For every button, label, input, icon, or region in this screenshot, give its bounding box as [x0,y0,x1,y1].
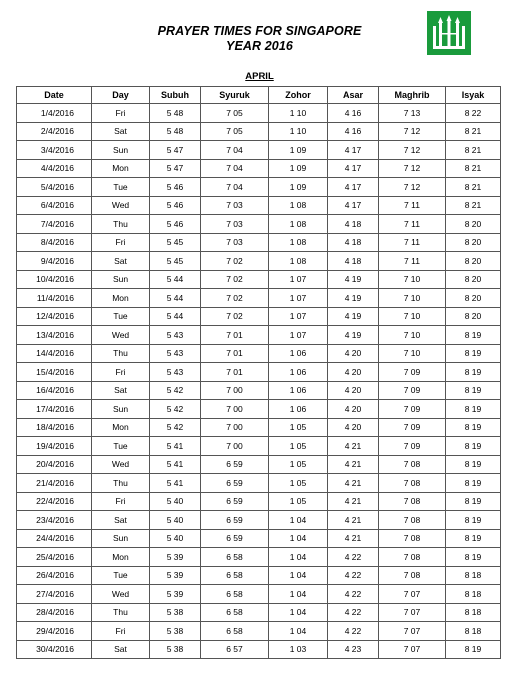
cell-asar: 4 22 [328,566,379,585]
cell-isyak: 8 19 [446,326,501,345]
cell-syuruk: 7 00 [201,418,269,437]
cell-isyak: 8 19 [446,381,501,400]
cell-syuruk: 6 59 [201,492,269,511]
cell-asar: 4 16 [328,122,379,141]
table-row [17,622,501,641]
cell-subuh: 5 38 [150,622,201,641]
cell-subuh: 5 45 [150,233,201,252]
cell-syuruk: 7 04 [201,159,269,178]
cell-day: Sat [92,252,150,271]
cell-subuh: 5 47 [150,159,201,178]
cell-asar: 4 18 [328,252,379,271]
cell-zohor: 1 05 [269,455,328,474]
cell-date: 8/4/2016 [17,233,92,252]
table-row [17,104,501,123]
table-row [17,474,501,493]
cell-subuh: 5 42 [150,381,201,400]
column-header-date: Date [17,87,92,104]
cell-subuh: 5 46 [150,196,201,215]
table-row [17,492,501,511]
cell-isyak: 8 20 [446,270,501,289]
column-header-isyak: Isyak [446,87,501,104]
cell-asar: 4 22 [328,603,379,622]
cell-day: Mon [92,548,150,567]
cell-day: Fri [92,363,150,382]
cell-isyak: 8 19 [446,455,501,474]
cell-isyak: 8 19 [446,400,501,419]
table-row [17,381,501,400]
cell-zohor: 1 05 [269,418,328,437]
cell-date: 1/4/2016 [17,104,92,123]
table-row [17,196,501,215]
cell-syuruk: 7 03 [201,196,269,215]
cell-zohor: 1 10 [269,122,328,141]
muis-logo-icon [427,11,471,55]
cell-isyak: 8 20 [446,252,501,271]
cell-syuruk: 7 05 [201,104,269,123]
cell-isyak: 8 19 [446,492,501,511]
cell-asar: 4 17 [328,196,379,215]
cell-isyak: 8 19 [446,474,501,493]
cell-maghrib: 7 08 [379,529,446,548]
cell-asar: 4 17 [328,159,379,178]
cell-isyak: 8 18 [446,603,501,622]
cell-maghrib: 7 09 [379,381,446,400]
cell-asar: 4 21 [328,511,379,530]
cell-day: Wed [92,455,150,474]
cell-syuruk: 7 01 [201,326,269,345]
cell-isyak: 8 19 [446,511,501,530]
cell-day: Sat [92,640,150,659]
cell-subuh: 5 41 [150,437,201,456]
cell-subuh: 5 42 [150,400,201,419]
table-row [17,548,501,567]
table-row [17,363,501,382]
cell-isyak: 8 18 [446,566,501,585]
cell-maghrib: 7 09 [379,400,446,419]
cell-zohor: 1 09 [269,178,328,197]
cell-asar: 4 22 [328,585,379,604]
table-row [17,141,501,160]
cell-date: 10/4/2016 [17,270,92,289]
cell-syuruk: 6 58 [201,585,269,604]
cell-maghrib: 7 09 [379,418,446,437]
cell-syuruk: 7 04 [201,141,269,160]
cell-maghrib: 7 07 [379,585,446,604]
cell-asar: 4 19 [328,289,379,308]
cell-day: Wed [92,585,150,604]
cell-zohor: 1 08 [269,215,328,234]
cell-subuh: 5 45 [150,252,201,271]
cell-zohor: 1 04 [269,511,328,530]
cell-asar: 4 17 [328,141,379,160]
cell-asar: 4 18 [328,215,379,234]
cell-isyak: 8 19 [446,640,501,659]
cell-zohor: 1 09 [269,141,328,160]
cell-date: 7/4/2016 [17,215,92,234]
cell-syuruk: 7 03 [201,233,269,252]
cell-subuh: 5 46 [150,215,201,234]
table-row [17,178,501,197]
cell-day: Wed [92,326,150,345]
cell-zohor: 1 10 [269,104,328,123]
cell-day: Sun [92,270,150,289]
cell-syuruk: 6 58 [201,603,269,622]
cell-isyak: 8 21 [446,159,501,178]
cell-isyak: 8 21 [446,196,501,215]
cell-date: 15/4/2016 [17,363,92,382]
cell-day: Tue [92,178,150,197]
cell-day: Fri [92,622,150,641]
column-header-syuruk: Syuruk [201,87,269,104]
cell-maghrib: 7 12 [379,159,446,178]
column-header-subuh: Subuh [150,87,201,104]
cell-day: Tue [92,307,150,326]
table-row [17,122,501,141]
cell-maghrib: 7 09 [379,363,446,382]
table-row [17,529,501,548]
cell-day: Tue [92,566,150,585]
cell-subuh: 5 48 [150,104,201,123]
cell-date: 2/4/2016 [17,122,92,141]
cell-syuruk: 6 58 [201,548,269,567]
cell-zohor: 1 08 [269,233,328,252]
cell-date: 4/4/2016 [17,159,92,178]
cell-day: Mon [92,289,150,308]
cell-zohor: 1 06 [269,344,328,363]
cell-maghrib: 7 11 [379,252,446,271]
cell-maghrib: 7 07 [379,640,446,659]
cell-asar: 4 22 [328,622,379,641]
cell-maghrib: 7 10 [379,307,446,326]
cell-isyak: 8 20 [446,307,501,326]
table-row [17,233,501,252]
cell-asar: 4 20 [328,344,379,363]
cell-zohor: 1 06 [269,400,328,419]
cell-subuh: 5 40 [150,529,201,548]
month-label: APRIL [245,71,274,82]
cell-isyak: 8 20 [446,233,501,252]
cell-date: 13/4/2016 [17,326,92,345]
table-row [17,159,501,178]
cell-maghrib: 7 07 [379,603,446,622]
cell-zohor: 1 07 [269,270,328,289]
cell-maghrib: 7 07 [379,622,446,641]
cell-zohor: 1 04 [269,585,328,604]
cell-day: Sun [92,529,150,548]
cell-isyak: 8 19 [446,437,501,456]
document-subtitle-year: YEAR 2016 [226,39,293,53]
table-row [17,326,501,345]
cell-asar: 4 21 [328,529,379,548]
cell-maghrib: 7 09 [379,437,446,456]
cell-syuruk: 6 57 [201,640,269,659]
cell-isyak: 8 21 [446,178,501,197]
month-heading [0,71,519,82]
cell-day: Mon [92,418,150,437]
cell-day: Sat [92,381,150,400]
cell-isyak: 8 21 [446,122,501,141]
table-row [17,455,501,474]
cell-subuh: 5 39 [150,585,201,604]
cell-zohor: 1 05 [269,474,328,493]
cell-day: Thu [92,215,150,234]
cell-date: 17/4/2016 [17,400,92,419]
cell-maghrib: 7 08 [379,492,446,511]
cell-date: 26/4/2016 [17,566,92,585]
cell-maghrib: 7 08 [379,566,446,585]
cell-asar: 4 23 [328,640,379,659]
cell-date: 23/4/2016 [17,511,92,530]
document-title: PRAYER TIMES FOR SINGAPORE [157,24,362,38]
cell-syuruk: 6 58 [201,622,269,641]
cell-asar: 4 19 [328,270,379,289]
cell-subuh: 5 39 [150,548,201,567]
cell-syuruk: 6 59 [201,529,269,548]
cell-zohor: 1 06 [269,381,328,400]
table-row [17,400,501,419]
cell-date: 20/4/2016 [17,455,92,474]
cell-isyak: 8 19 [446,548,501,567]
cell-asar: 4 20 [328,381,379,400]
cell-asar: 4 21 [328,492,379,511]
cell-date: 18/4/2016 [17,418,92,437]
cell-asar: 4 17 [328,178,379,197]
table-row [17,307,501,326]
table-row [17,585,501,604]
cell-isyak: 8 18 [446,622,501,641]
cell-day: Thu [92,603,150,622]
cell-syuruk: 7 01 [201,344,269,363]
cell-day: Tue [92,437,150,456]
cell-zohor: 1 08 [269,196,328,215]
cell-syuruk: 7 05 [201,122,269,141]
column-header-zohor: Zohor [269,87,328,104]
cell-date: 27/4/2016 [17,585,92,604]
cell-maghrib: 7 10 [379,270,446,289]
cell-subuh: 5 41 [150,474,201,493]
cell-subuh: 5 44 [150,270,201,289]
cell-asar: 4 16 [328,104,379,123]
cell-maghrib: 7 11 [379,196,446,215]
cell-zohor: 1 04 [269,548,328,567]
cell-date: 5/4/2016 [17,178,92,197]
cell-day: Wed [92,196,150,215]
cell-isyak: 8 21 [446,141,501,160]
cell-day: Fri [92,492,150,511]
table-body [17,104,501,659]
cell-isyak: 8 20 [446,289,501,308]
cell-isyak: 8 18 [446,585,501,604]
cell-syuruk: 7 00 [201,400,269,419]
cell-subuh: 5 48 [150,122,201,141]
cell-date: 30/4/2016 [17,640,92,659]
table-row [17,511,501,530]
cell-zohor: 1 04 [269,622,328,641]
table-row [17,289,501,308]
cell-maghrib: 7 10 [379,344,446,363]
cell-syuruk: 7 04 [201,178,269,197]
cell-date: 11/4/2016 [17,289,92,308]
cell-day: Mon [92,159,150,178]
cell-asar: 4 19 [328,326,379,345]
cell-syuruk: 6 58 [201,566,269,585]
cell-maghrib: 7 10 [379,326,446,345]
table-row [17,252,501,271]
cell-date: 6/4/2016 [17,196,92,215]
cell-date: 22/4/2016 [17,492,92,511]
cell-zohor: 1 05 [269,492,328,511]
cell-syuruk: 7 01 [201,363,269,382]
cell-day: Sun [92,141,150,160]
cell-asar: 4 22 [328,548,379,567]
cell-day: Sat [92,511,150,530]
cell-zohor: 1 07 [269,326,328,345]
cell-syuruk: 7 02 [201,270,269,289]
cell-subuh: 5 43 [150,344,201,363]
cell-maghrib: 7 08 [379,548,446,567]
cell-zohor: 1 07 [269,289,328,308]
table-row [17,603,501,622]
cell-subuh: 5 46 [150,178,201,197]
table-row [17,640,501,659]
cell-subuh: 5 39 [150,566,201,585]
cell-date: 3/4/2016 [17,141,92,160]
table-row [17,437,501,456]
cell-subuh: 5 41 [150,455,201,474]
cell-zohor: 1 03 [269,640,328,659]
cell-date: 24/4/2016 [17,529,92,548]
cell-date: 25/4/2016 [17,548,92,567]
cell-isyak: 8 19 [446,418,501,437]
cell-syuruk: 7 00 [201,437,269,456]
cell-date: 12/4/2016 [17,307,92,326]
cell-asar: 4 20 [328,418,379,437]
column-header-asar: Asar [328,87,379,104]
cell-date: 9/4/2016 [17,252,92,271]
cell-subuh: 5 44 [150,289,201,308]
cell-asar: 4 18 [328,233,379,252]
prayer-times-table [16,86,501,659]
cell-subuh: 5 47 [150,141,201,160]
cell-date: 16/4/2016 [17,381,92,400]
cell-syuruk: 7 02 [201,252,269,271]
cell-maghrib: 7 11 [379,233,446,252]
cell-subuh: 5 42 [150,418,201,437]
cell-date: 29/4/2016 [17,622,92,641]
table-row [17,418,501,437]
table-row [17,215,501,234]
cell-syuruk: 7 02 [201,307,269,326]
cell-isyak: 8 19 [446,344,501,363]
cell-asar: 4 21 [328,455,379,474]
cell-asar: 4 21 [328,474,379,493]
cell-date: 19/4/2016 [17,437,92,456]
cell-isyak: 8 22 [446,104,501,123]
cell-zohor: 1 05 [269,437,328,456]
cell-zohor: 1 04 [269,529,328,548]
cell-day: Thu [92,344,150,363]
cell-maghrib: 7 12 [379,141,446,160]
cell-subuh: 5 40 [150,511,201,530]
cell-day: Sun [92,400,150,419]
cell-asar: 4 19 [328,307,379,326]
cell-zohor: 1 09 [269,159,328,178]
cell-zohor: 1 08 [269,252,328,271]
cell-maghrib: 7 13 [379,104,446,123]
cell-asar: 4 20 [328,363,379,382]
cell-zohor: 1 04 [269,566,328,585]
cell-subuh: 5 43 [150,363,201,382]
cell-asar: 4 21 [328,437,379,456]
cell-syuruk: 7 02 [201,289,269,308]
cell-maghrib: 7 10 [379,289,446,308]
cell-zohor: 1 04 [269,603,328,622]
cell-zohor: 1 06 [269,363,328,382]
cell-subuh: 5 43 [150,326,201,345]
cell-maghrib: 7 08 [379,455,446,474]
cell-zohor: 1 07 [269,307,328,326]
cell-date: 21/4/2016 [17,474,92,493]
cell-isyak: 8 19 [446,529,501,548]
cell-asar: 4 20 [328,400,379,419]
cell-maghrib: 7 08 [379,474,446,493]
cell-maghrib: 7 12 [379,122,446,141]
cell-isyak: 8 19 [446,363,501,382]
table-row [17,344,501,363]
cell-date: 28/4/2016 [17,603,92,622]
table-header-row [17,87,501,104]
cell-subuh: 5 38 [150,640,201,659]
cell-subuh: 5 38 [150,603,201,622]
cell-maghrib: 7 11 [379,215,446,234]
cell-day: Thu [92,474,150,493]
cell-syuruk: 6 59 [201,511,269,530]
cell-day: Fri [92,104,150,123]
cell-maghrib: 7 08 [379,511,446,530]
cell-date: 14/4/2016 [17,344,92,363]
cell-syuruk: 7 00 [201,381,269,400]
cell-isyak: 8 20 [446,215,501,234]
column-header-maghrib: Maghrib [379,87,446,104]
cell-subuh: 5 44 [150,307,201,326]
cell-syuruk: 7 03 [201,215,269,234]
column-header-day: Day [92,87,150,104]
cell-day: Sat [92,122,150,141]
cell-day: Fri [92,233,150,252]
cell-syuruk: 6 59 [201,455,269,474]
table-row [17,566,501,585]
table-row [17,270,501,289]
cell-syuruk: 6 59 [201,474,269,493]
cell-subuh: 5 40 [150,492,201,511]
cell-maghrib: 7 12 [379,178,446,197]
